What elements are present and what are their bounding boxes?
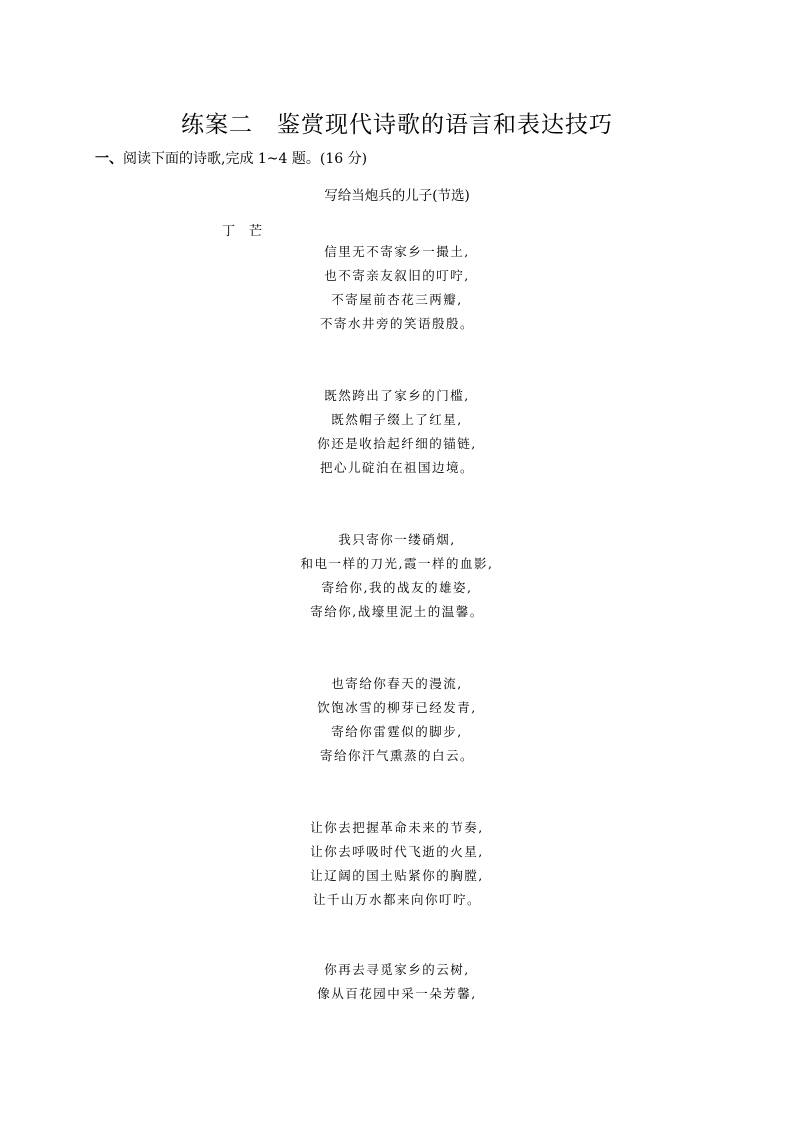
poem-line: 让你去把握革命未来的节奏, (310, 820, 484, 835)
poem-line: 让你去呼吸时代飞逝的火星, (310, 844, 484, 859)
poem-line: 把心儿碇泊在祖国边境。 (319, 460, 474, 475)
poem-stanza-6 (0, 958, 794, 1006)
poem-line: 既然帽子缀上了红星, (331, 412, 463, 427)
poem-line: 像从百花园中采一朵芳馨, (317, 986, 477, 1001)
poem-line: 和电一样的刀光,霞一样的血影, (300, 556, 494, 571)
poem-line: 寄给你雷霆似的脚步, (331, 724, 463, 739)
question-heading (95, 148, 367, 168)
poem-stanza-4 (0, 672, 794, 768)
poem-line: 你再去寻觅家乡的云树, (324, 962, 470, 977)
poem-line: 既然跨出了家乡的门槛, (324, 388, 470, 403)
poem-stanza-5 (0, 816, 794, 912)
poem-line: 也不寄亲友叙旧的叮咛, (324, 268, 470, 283)
poem-line: 饮饱冰雪的柳芽已经发青, (317, 700, 477, 715)
poem-line: 也寄给你春天的漫流, (331, 676, 463, 691)
poem-author: 丁芒 (222, 224, 277, 239)
page-title: 练案二 鉴赏现代诗歌的语言和表达技巧 (181, 112, 613, 138)
poem-line: 我只寄你一缕硝烟, (338, 532, 456, 547)
poem-stanza-1 (0, 240, 794, 336)
poem-line: 让千山万水都来向你叮咛。 (312, 892, 481, 907)
poem-stanza-2 (0, 384, 794, 480)
poem-line: 信里无不寄家乡一撮土, (324, 244, 470, 259)
poem-line: 寄给你汗气熏蒸的白云。 (319, 748, 474, 763)
poem-line: 不寄屋前杏花三两瓣, (331, 292, 463, 307)
question-number: 一、 (95, 151, 123, 167)
question-text: 阅读下面的诗歌,完成 1~4 题。(16 分) (123, 151, 368, 167)
poem-line: 让辽阔的国土贴紧你的胸膛, (310, 868, 484, 883)
poem-stanza-3 (0, 528, 794, 624)
poem-line: 不寄水井旁的笑语殷殷。 (319, 316, 474, 331)
poem-title: 写给当炮兵的儿子(节选) (324, 188, 470, 204)
poem-line: 寄给你,战壕里泥土的温馨。 (310, 604, 484, 619)
poem-line: 寄给你,我的战友的雄姿, (321, 580, 473, 595)
poem-line: 你还是收拾起纤细的锚链, (317, 436, 477, 451)
